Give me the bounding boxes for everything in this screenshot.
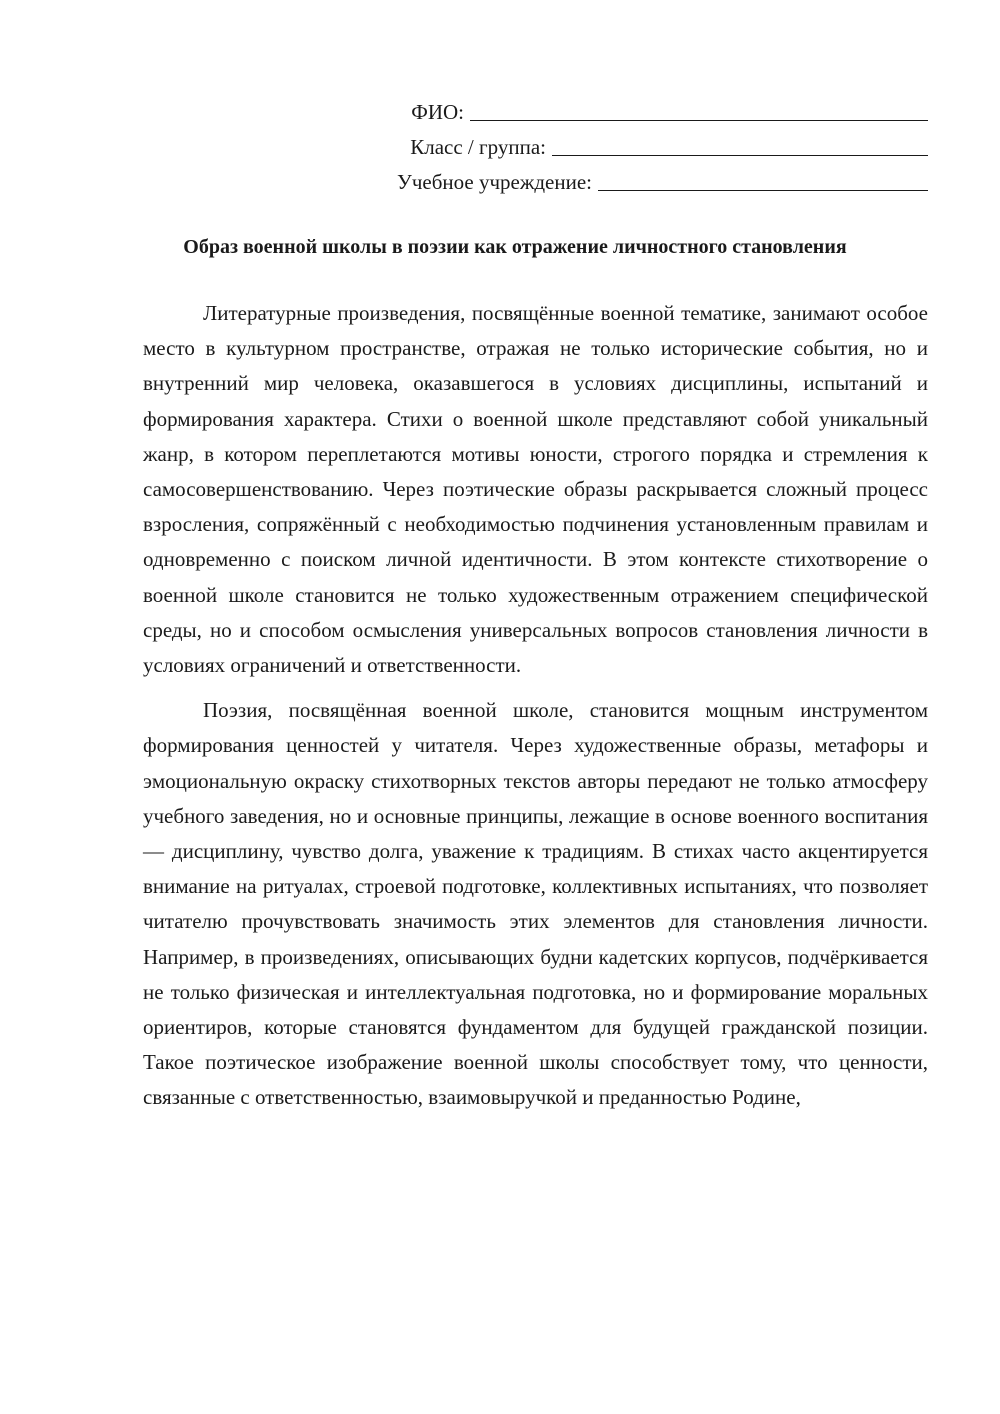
document-body (143, 296, 928, 1126)
document-title: Образ военной школы в поэзии как отражение личностного становления (183, 236, 847, 258)
school-row (360, 162, 928, 197)
class-field-line[interactable] (552, 129, 928, 156)
paragraph-1: Литературные произведения, посвящённые военной тематике, занимают особое место в культурном пространстве, отражая не только исторические события, но и внутренний мир человека, оказавшегося в условиях дисциплины, испытаний и формирования характера. Стихи о военной школе представляют собой уникальный жанр, в котором переплетаются мотивы юности, строгого порядка и стремления к самосовершенствованию. Через поэтические образы раскрывается сложный процесс взросления, сопряжённый с необходимостью подчинения установленным правилам и одновременно с поиском личной идентичности. В этом контексте стихотворение о военной школе становится не только художественным отражением специфической среды, но и способом осмысления универсальных вопросов становления личности в условиях ограничений и ответственности. (143, 301, 928, 678)
fio-field-line[interactable] (470, 94, 928, 121)
fio-row (360, 92, 928, 127)
school-field-line[interactable] (598, 164, 928, 191)
school-label: Учебное учреждение: (396, 170, 592, 194)
student-info-block (360, 92, 928, 197)
class-row (360, 127, 928, 162)
paragraph-2: Поэзия, посвящённая военной школе, становится мощным инструментом формирования ценностей у читателя. Через художественные образы, метафоры и эмоциональную окраску стихотворных текстов авторы передают не только атмосферу учебного заведения, но и основные принципы, лежащие в основе военного воспитания — дисциплину, чувство долга, уважение к традициям. В стихах часто акцентируется внимание на ритуалах, строевой подготовке, коллективных испытаниях, что позволяет читателю прочувствовать значимость этих элементов для становления личности. Например, в произведениях, описывающих будни кадетских корпусов, подчёркивается не только физическая и интеллектуальная подготовка, но и формирование моральных ориентиров, которые становятся фундаментом для будущей гражданской позиции. Такое поэтическое изображение военной школы способствует тому, что ценности, связанные с ответственностью, взаимовыручкой и преданностью Родине, (143, 698, 928, 1110)
fio-label: ФИО: (411, 100, 464, 124)
class-label: Класс / группа: (410, 135, 546, 159)
